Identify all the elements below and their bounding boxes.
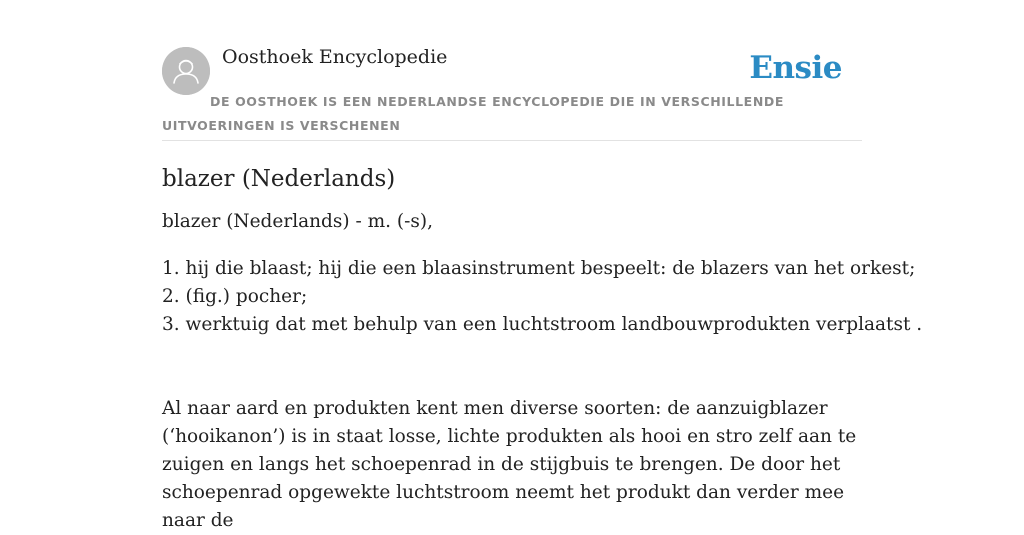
entry-content [162, 160, 923, 535]
meaning-item: 3. werktuig dat met behulp van een luchtstroom landbouwprodukten verplaatst . [162, 314, 923, 335]
meaning-item: 2. (fig.) pocher; [162, 286, 308, 307]
site-title-link[interactable]: Oosthoek Encyclopedie [222, 46, 448, 68]
user-silhouette-icon [162, 47, 210, 95]
meaning-item: 1. hij die blaast; hij die een blaasinstrument bespeelt: de blazers van het orkest; [162, 258, 916, 279]
page-title: blazer (Nederlands) [162, 166, 396, 192]
site-header [162, 0, 862, 141]
avatar[interactable] [162, 47, 210, 95]
meanings-list [162, 255, 923, 339]
ensie-logo-link[interactable]: Ensie [749, 50, 842, 86]
entry-headline: blazer (Nederlands) - m. (-s), [162, 211, 433, 232]
entry-body-text: Al naar aard en produkten kent men diverse soorten: de aanzuigblazer (‘hooikanon’) is in staat losse, lichte produkten als hooi en stro zelf aan te zuigen en langs het schoepenrad in de stijgbuis te brengen. De door het schoepenrad opgewekte luchtstroom neemt het produkt dan verder mee naar de [162, 398, 857, 531]
main-container [162, 0, 923, 531]
site-tagline: DE OOSTHOEK IS EEN NEDERLANDSE ENCYCLOPEDIE DIE IN VERSCHILLENDE UITVOERINGEN IS VERSCHENEN [162, 94, 784, 133]
